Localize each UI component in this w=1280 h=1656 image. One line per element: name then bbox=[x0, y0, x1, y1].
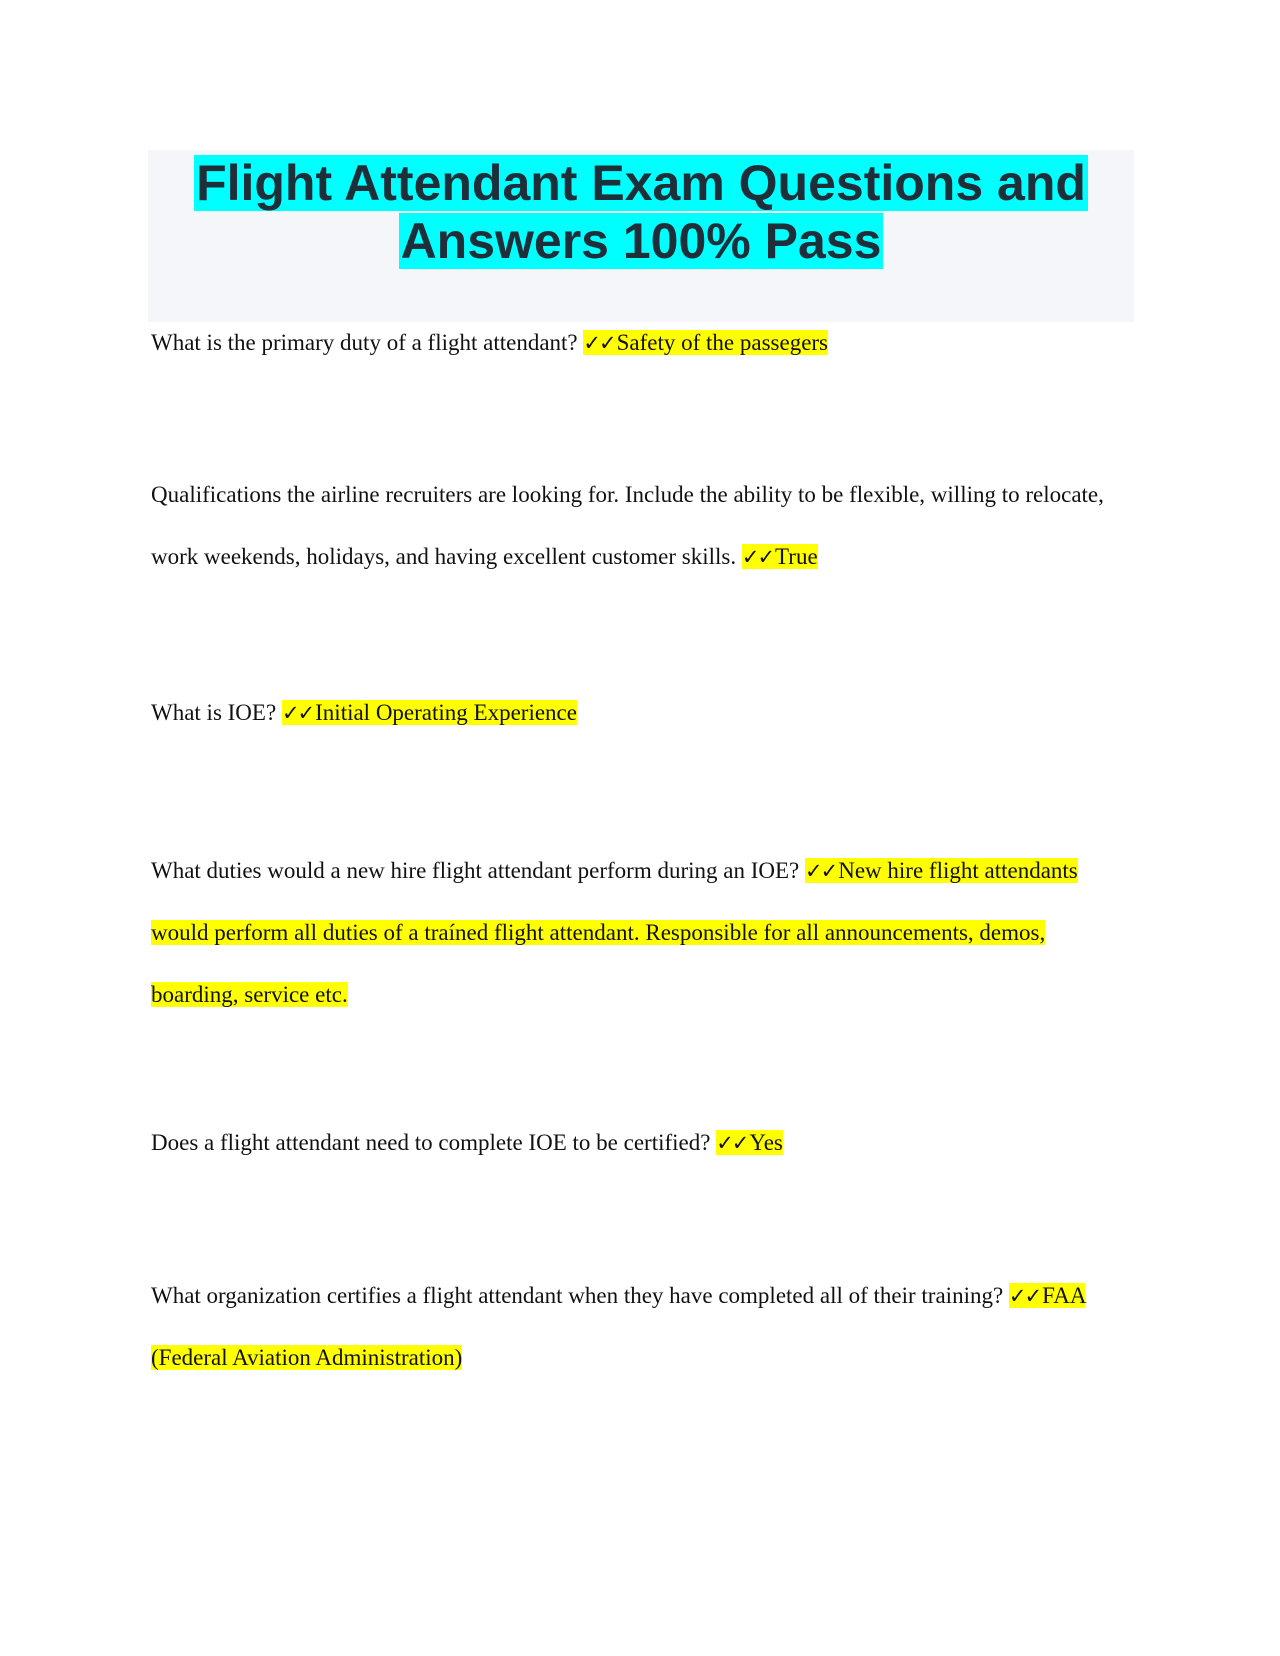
question-text: What duties would a new hire flight attendant perform during an IOE? bbox=[151, 858, 806, 883]
title-highlight: Flight Attendant Exam Questions and Answers 100% Pass bbox=[196, 155, 1086, 269]
question-text: What organization certifies a flight attendant when they have completed all of their training? bbox=[151, 1283, 1009, 1308]
answer-highlight bbox=[742, 544, 818, 569]
answer-text: Yes bbox=[749, 1130, 783, 1155]
answer-highlight bbox=[716, 1130, 783, 1155]
question-text: What is IOE? bbox=[151, 700, 282, 725]
qa-item-2 bbox=[151, 464, 1111, 588]
answer-highlight bbox=[282, 700, 577, 725]
question-text: Does a flight attendant need to complete IOE to be certified? bbox=[151, 1130, 717, 1155]
answer-highlight bbox=[583, 330, 828, 355]
double-check-icon: ✓✓ bbox=[1008, 1284, 1041, 1308]
qa-item-3 bbox=[151, 682, 1111, 744]
page-title bbox=[148, 154, 1134, 270]
double-check-icon: ✓✓ bbox=[741, 545, 774, 569]
double-check-icon: ✓✓ bbox=[583, 331, 615, 355]
answer-text: FAA (Federal Aviation Administration) bbox=[151, 1283, 1086, 1370]
double-check-icon: ✓✓ bbox=[281, 701, 314, 725]
double-check-icon: ✓✓ bbox=[716, 1131, 748, 1155]
answer-text: Initial Operating Experience bbox=[315, 700, 577, 725]
title-banner bbox=[148, 150, 1134, 322]
question-text: Qualifications the airline recruiters are looking for. Include the ability to be flexible, willing to relocate, work weekends, holidays, and having excellent customer skills. bbox=[151, 482, 1104, 569]
answer-text: New hire flight attendants would perform all duties of a traíned flight attendant. Responsible for all announcements, demos, boarding, service etc. bbox=[151, 858, 1078, 1007]
question-text: What is the primary duty of a flight attendant? bbox=[151, 330, 584, 355]
qa-item-4 bbox=[151, 840, 1111, 1026]
qa-item-1 bbox=[151, 312, 1111, 374]
answer-text: True bbox=[775, 544, 818, 569]
qa-item-5 bbox=[151, 1112, 1111, 1174]
answer-text: Safety of the passegers bbox=[616, 330, 829, 355]
qa-item-6 bbox=[151, 1265, 1111, 1389]
double-check-icon: ✓✓ bbox=[805, 859, 837, 883]
